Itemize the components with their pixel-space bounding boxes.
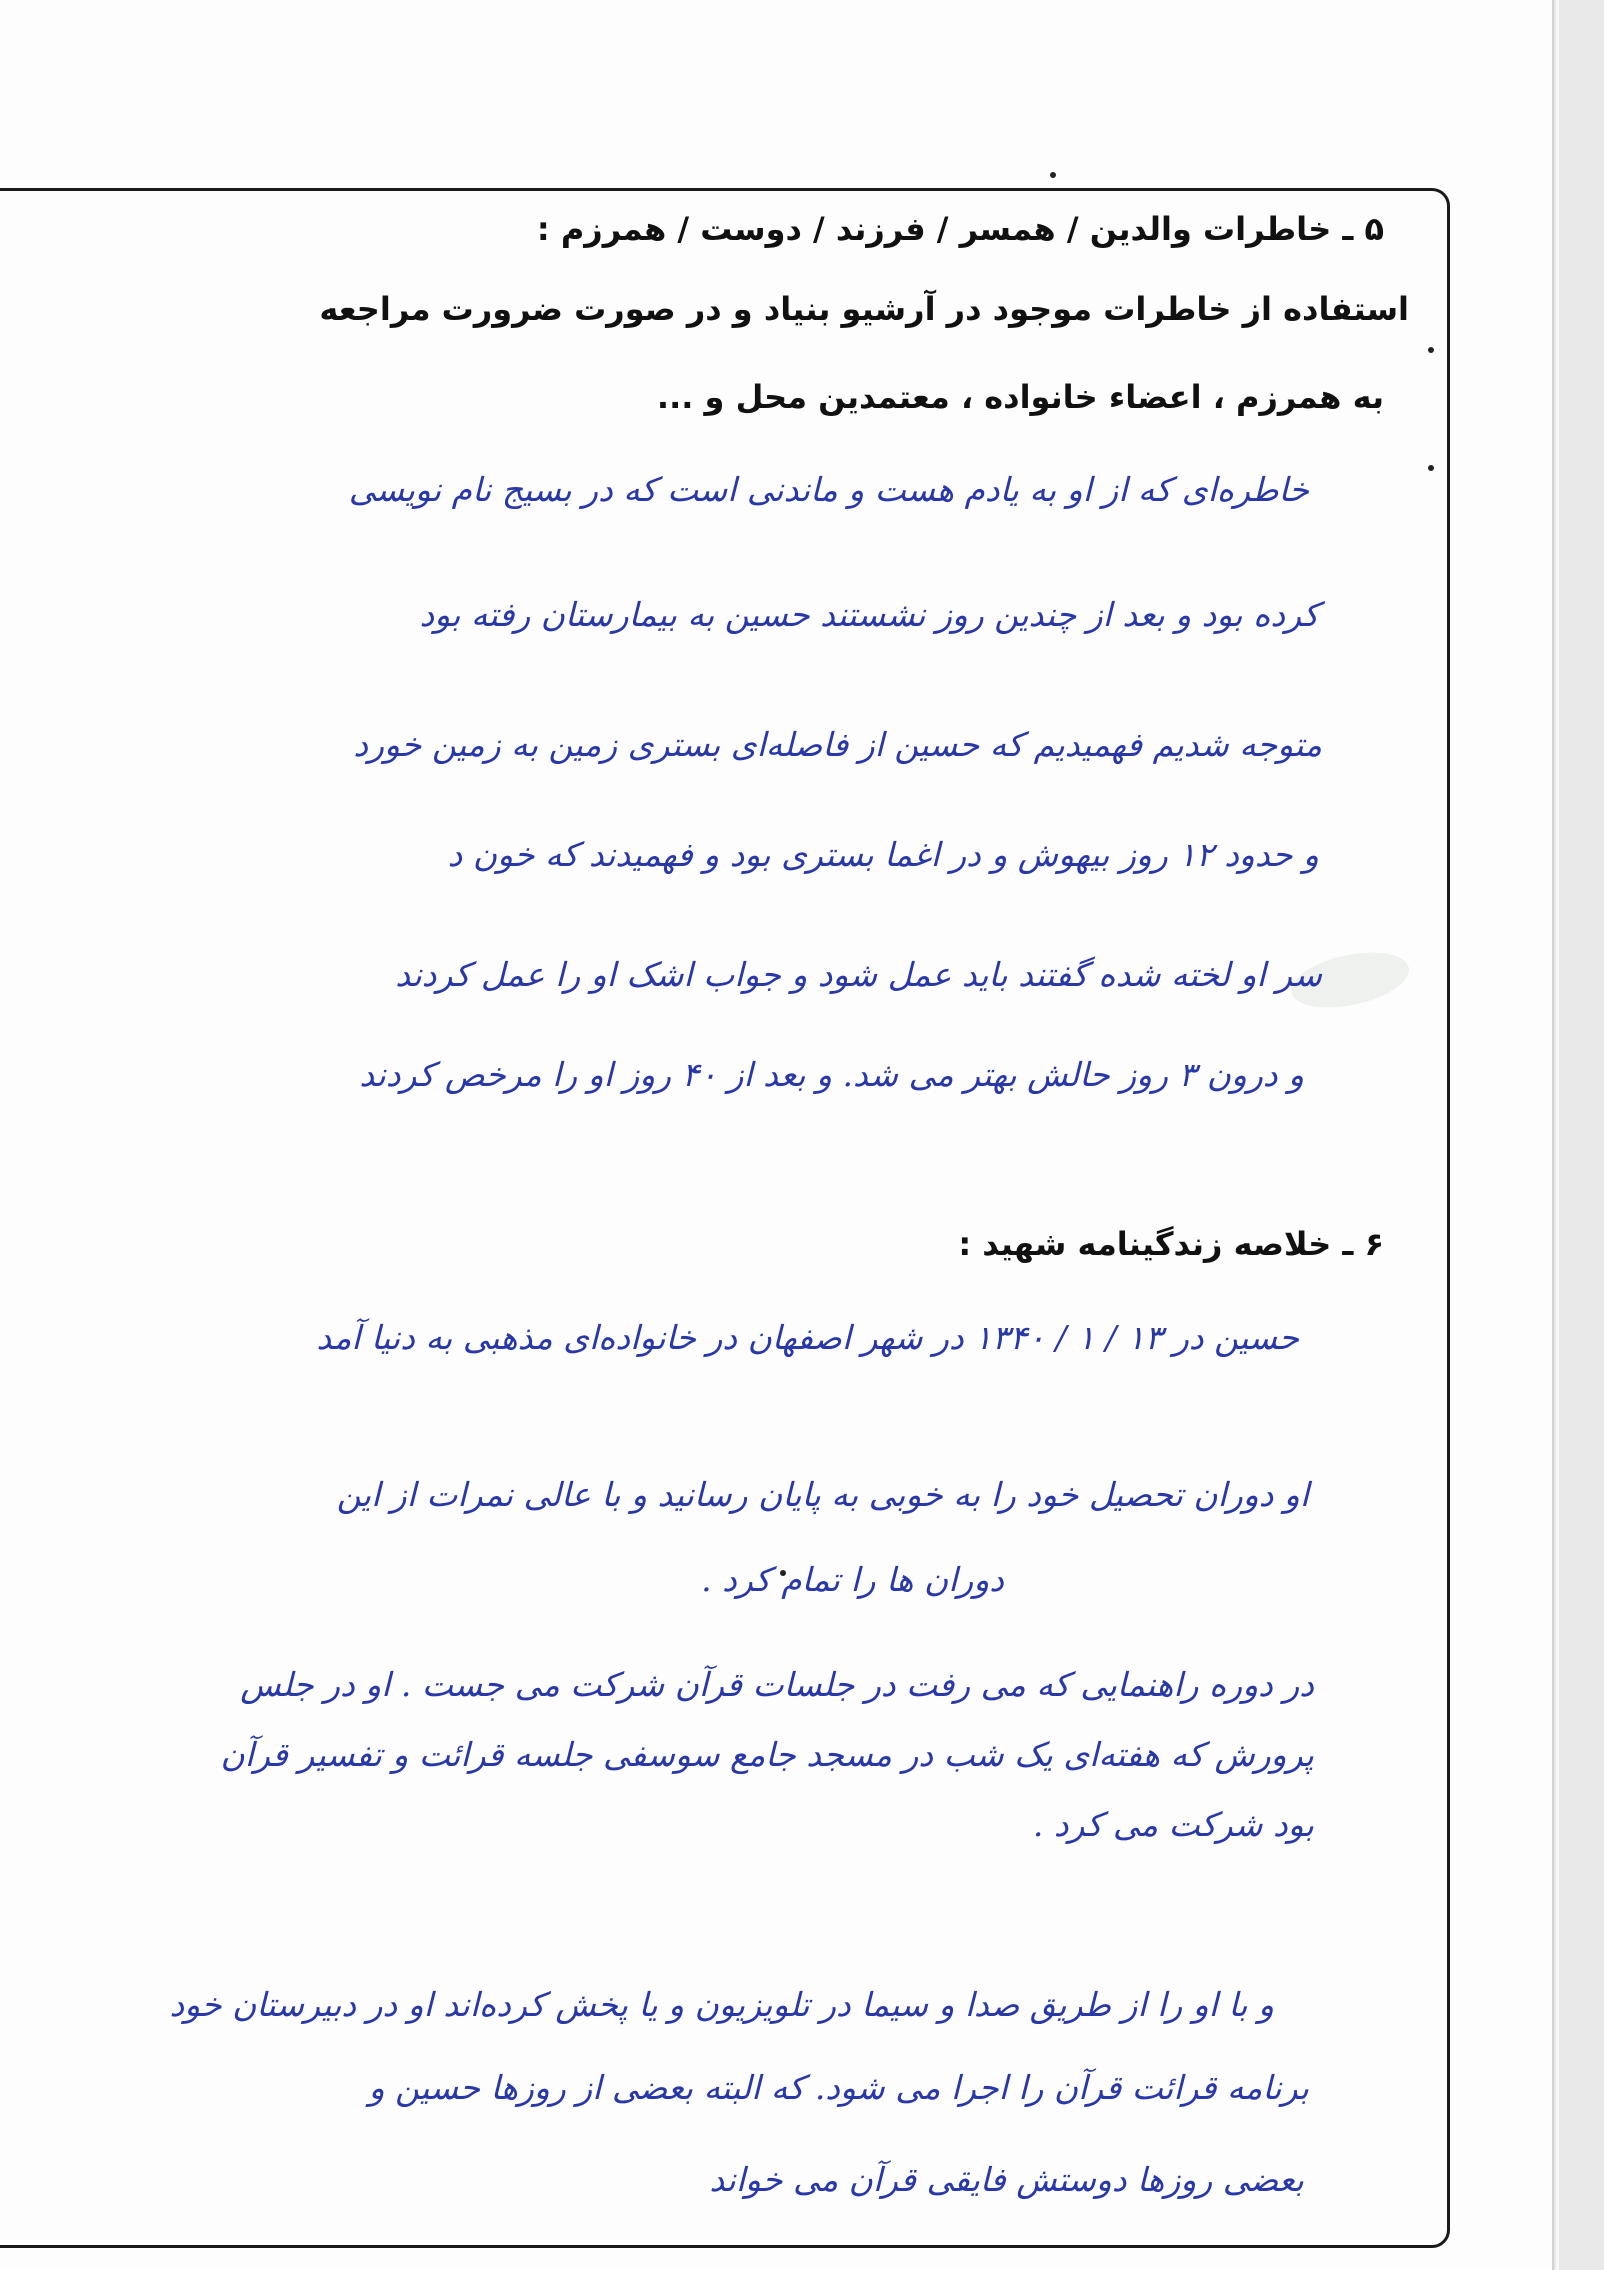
handwritten-line: بعضی روزها دوستش فایقی قرآن می خواند (709, 2160, 1304, 2199)
handwritten-line: در دوره راهنمایی که می رفت در جلسات قرآن شرکت می جست . او در جلس (240, 1665, 1314, 1704)
section6-heading: ۶ ـ خلاصه زندگینامه شهید : (958, 1225, 1384, 1263)
handwritten-line: حسین در ۱۳ / ۱ / ۱۳۴۰ در شهر اصفهان در خانواده‌ای مذهبی به دنیا آمد (316, 1318, 1299, 1357)
section5-instruction-line1: استفاده از خاطرات موجود در آرشیو بنیاد و در صورت ضرورت مراجعه (319, 290, 1409, 328)
handwritten-line: او دوران تحصیل خود را به خوبی به پایان رسانید و با عالی نمرات از این (336, 1475, 1309, 1514)
page-edge (1552, 0, 1604, 2270)
handwritten-line: و درون ۳ روز حالش بهتر می شد. و بعد از ۴۰ روز او را مرخص کردند (359, 1055, 1304, 1094)
handwritten-line: خاطره‌ای که از او به یادم هست و ماندنی است که در بسیج نام نویسی (348, 470, 1309, 509)
section5-heading: ۵ ـ خاطرات والدین / همسر / فرزند / دوست / همرزم : (536, 210, 1384, 248)
speck (1428, 465, 1434, 471)
handwritten-line: دوران ها را تمام کرد . (701, 1560, 1004, 1599)
speck (1050, 172, 1056, 178)
handwritten-line: سر او لخته شده گفتند باید عمل شود و جواب اشک او را عمل کردند (395, 955, 1322, 994)
handwritten-line: کرده بود و بعد از چندین روز نشستند حسین به بیمارستان رفته بود (419, 595, 1319, 634)
handwritten-line: متوجه شدیم فهمیدیم که حسین از فاصله‌ای بستری زمین به زمین خورد (353, 725, 1322, 764)
handwritten-line: و با او را از طریق صدا و سیما در تلویزیون و یا پخش کرده‌اند او در دبیرستان خود (169, 1985, 1274, 2024)
speck (1428, 347, 1434, 353)
handwritten-line: بود شرکت می کرد . (1032, 1805, 1314, 1844)
handwritten-line: و حدود ۱۲ روز بیهوش و در اغما بستری بود و فهمیدند که خون د (447, 835, 1319, 874)
section5-instruction-line2: به همرزم ، اعضاء خانواده ، معتمدین محل و ... (656, 378, 1384, 416)
handwritten-line: پرورش که هفته‌ای یک شب در مسجد جامع سوسفی جلسه قرائت و تفسیر قرآن (220, 1735, 1314, 1774)
handwritten-line: برنامه قرائت قرآن را اجرا می شود. که البته بعضی از روزها حسین و (368, 2068, 1309, 2107)
page-edge-highlight (1556, 0, 1559, 2270)
